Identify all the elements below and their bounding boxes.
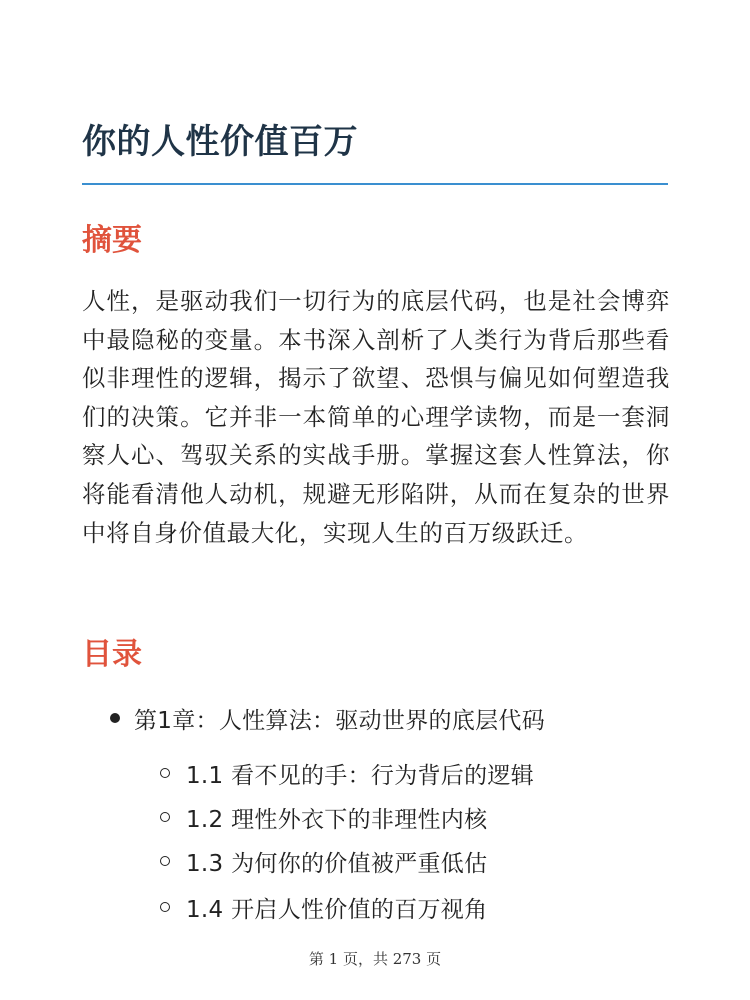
toc-chapter-item[interactable] (110, 698, 545, 738)
abstract-paragraph: 人性，是驱动我们一切行为的底层代码，也是社会博弈中最隐秘的变量。本书深入剖析了人类行为背后那些看似非理性的逻辑，揭示了欲望、恐惧与偏见如何塑造我们的决策。它并非一本简单的心理学读物，而是一套洞察人心、驾驭关系的实战手册。掌握这套人性算法，你将能看清他人动机，规避无形陷阱，从而在复杂的世界中将自身价值最大化，实现人生的百万级跃迁。 (82, 287, 670, 547)
bullet-circle-icon (160, 812, 170, 822)
abstract-heading: 摘要 (82, 223, 142, 258)
toc-section-item[interactable] (160, 797, 487, 837)
toc-section-item[interactable] (160, 841, 487, 881)
toc-section-label: 1.3 为何你的价值被严重低估 (186, 850, 488, 877)
document-title: 你的人性价值百万 (82, 122, 358, 162)
toc-heading: 目录 (82, 637, 142, 672)
toc-section-label: 1.2 理性外衣下的非理性内核 (186, 806, 488, 833)
bullet-circle-icon (160, 902, 170, 912)
title-divider (82, 183, 668, 185)
toc-chapter-label: 第1章：人性算法：驱动世界的底层代码 (134, 707, 546, 734)
page-number-footer: 第 1 页，共 273 页 (308, 950, 442, 968)
toc-section-item[interactable] (160, 753, 534, 793)
bullet-disc-icon (110, 713, 120, 723)
toc-section-label: 1.4 开启人性价值的百万视角 (186, 896, 488, 923)
toc-section-item[interactable] (160, 887, 487, 927)
bullet-circle-icon (160, 856, 170, 866)
toc-section-label: 1.1 看不见的手：行为背后的逻辑 (186, 762, 534, 789)
bullet-circle-icon (160, 768, 170, 778)
